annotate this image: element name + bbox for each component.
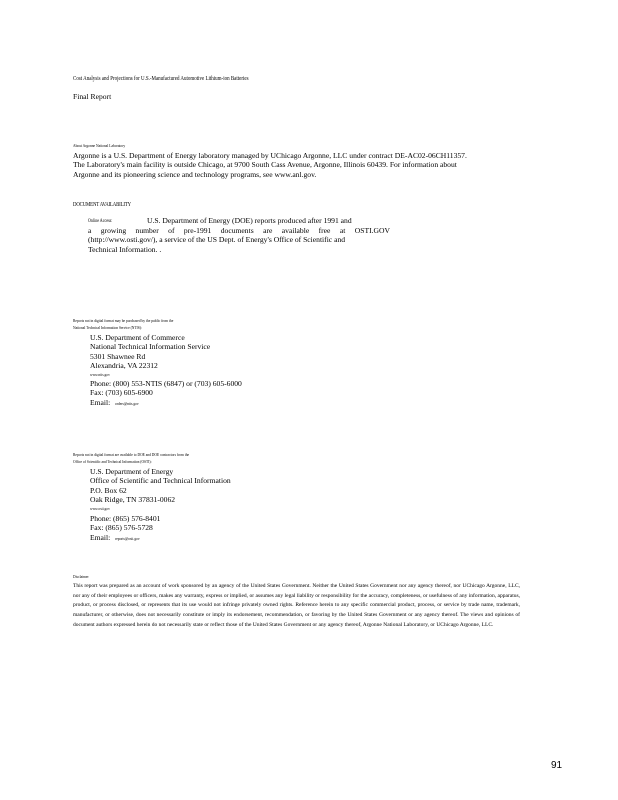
osti-email-row — [90, 533, 160, 542]
osti-org-line: Office of Scientific and Technical Information — [90, 476, 231, 486]
ntis-email-row — [90, 398, 242, 407]
report-subtitle: Final Report — [73, 92, 112, 101]
page-number: 91 — [551, 760, 563, 771]
ntis-email-link[interactable]: orders@ntis.gov — [115, 400, 139, 406]
about-line: Argonne and its pioneering science and technology programs, see www.anl.gov. — [73, 169, 317, 179]
ntis-address — [90, 333, 210, 371]
online-access-first-line: U.S. Department of Energy (DOE) reports produced after 1991 and — [147, 216, 352, 225]
disclaimer-heading: Disclaimer — [73, 574, 89, 579]
about-line: The Laboratory's main facility is outside Chicago, at 9700 South Cass Avenue, Argonne, Illinois 60439. For information about — [73, 160, 457, 170]
availability-text — [88, 226, 390, 254]
online-access-label: Online Access: — [88, 218, 113, 224]
ntis-intro: Reports not in digital format may be purchased by the public from the National Technical Information Service (NTIS): — [73, 318, 174, 331]
osti-address — [90, 467, 231, 505]
ntis-phone: Phone: (800) 553-NTIS (6847) or (703) 605-6000 — [90, 379, 242, 388]
about-line: Argonne is a U.S. Department of Energy laboratory managed by UChicago Argonne, LLC under contract DE-AC02-06CH11357. — [73, 151, 467, 160]
osti-intro: Reports not in digital format are available to DOE and DOE contractors from the Office of Scientific and Technical Information (OSTI): — [73, 452, 190, 465]
ntis-web-link[interactable]: www.ntis.gov — [90, 372, 110, 377]
disclaimer-text: This report was prepared as an account of work sponsored by an agency of the United States Government. Neither the United States Government nor any agency thereof, nor UChicago Argonne, LLC, nor any of their employees or officers, makes any warranty, express or implied, or assumes any legal liability or responsibility for the accuracy, completeness, or usefulness of any information, apparatus, product, or process disclosed, or represents that its use would not infringe privately owned rights. Reference herein to any specific commercial product, process, or service by trade name, trademark, manufacturer, or otherwise, does not necessarily constitute or imply its endorsement, recommendation, or favoring by the United States Government or any agency thereof. The views and opinions of document authors expressed herein do not necessarily state or reflect those of the United States Government or any agency thereof, Argonne National Laboratory, or UChicago Argonne, LLC. — [73, 583, 520, 628]
availability-line: Technical Information. . — [88, 244, 162, 254]
osti-org-line: P.O. Box 62 — [90, 485, 127, 495]
availability-heading: DOCUMENT AVAILABILITY — [73, 201, 132, 208]
availability-line: (http://www.osti.gov/), a service of the US Dept. of Energy's Office of Scientific and — [88, 235, 346, 245]
osti-email-link[interactable]: reports@osti.gov — [115, 535, 140, 541]
osti-contact — [90, 514, 160, 542]
report-title: Cost Analysis and Projections for U.S.-Manufactured Automotive Lithium-ion Batteries — [73, 75, 249, 82]
osti-org-line: Oak Ridge, TN 37831-0062 — [90, 495, 176, 505]
about-heading: About Argonne National Laboratory — [73, 143, 126, 148]
osti-org-line: U.S. Department of Energy — [90, 467, 174, 476]
osti-email-label: Email: — [90, 532, 111, 542]
osti-fax: Fax: (865) 576-5728 — [90, 523, 153, 533]
ntis-org-line: 5301 Shawnee Rd — [90, 351, 146, 361]
osti-web-link[interactable]: www.osti.gov — [90, 506, 110, 511]
ntis-org-line: National Technical Information Service — [90, 342, 211, 352]
ntis-contact — [90, 379, 242, 407]
about-text — [73, 151, 467, 179]
availability-line: a growing number of pre-1991 documents are available free at OSTI.GOV — [88, 226, 390, 235]
ntis-org-line: U.S. Department of Commerce — [90, 333, 185, 342]
ntis-fax: Fax: (703) 605-6900 — [90, 388, 153, 398]
ntis-email-label: Email: — [90, 397, 111, 407]
osti-phone: Phone: (865) 576-8401 — [90, 514, 161, 523]
ntis-org-line: Alexandria, VA 22312 — [90, 361, 158, 371]
